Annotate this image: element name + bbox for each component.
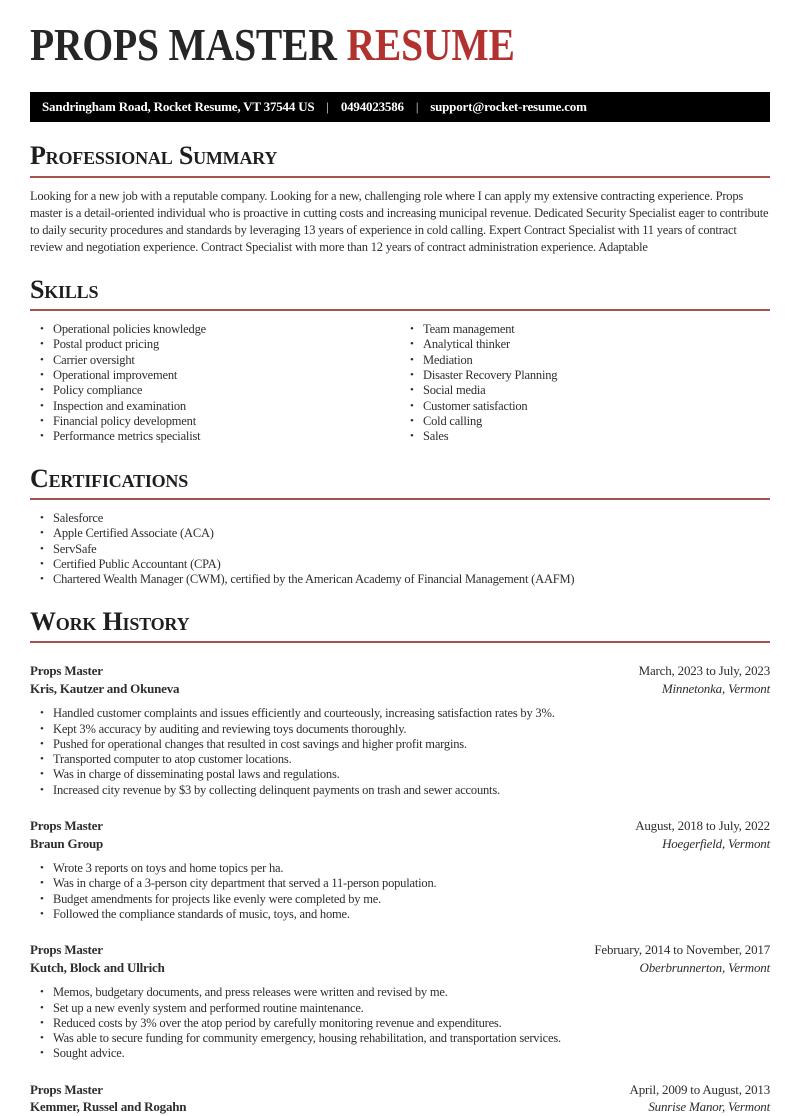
job-dates: August, 2018 to July, 2022 bbox=[635, 818, 770, 834]
job-bullet-item: • Memos, budgetary documents, and press releases were written and revised by me. bbox=[30, 985, 770, 1000]
job-bullets bbox=[30, 861, 770, 922]
skills-heading: Skills bbox=[30, 274, 99, 304]
section-work-history bbox=[30, 608, 770, 1116]
job-title-row bbox=[30, 941, 770, 959]
job-company: Kris, Kautzer and Okuneva bbox=[30, 680, 180, 696]
job-title-row bbox=[30, 1081, 770, 1099]
certifications-heading: Certifications bbox=[30, 463, 189, 493]
skill-item: • Social media bbox=[400, 383, 770, 398]
section-rule bbox=[30, 176, 770, 178]
page-title-accent: RESUME bbox=[346, 19, 515, 70]
contact-email: support@rocket-resume.com bbox=[430, 99, 587, 114]
job-location: Hoegerfield, Vermont bbox=[662, 835, 770, 851]
job-dates: March, 2023 to July, 2023 bbox=[638, 663, 770, 679]
skill-item: • Analytical thinker bbox=[400, 337, 770, 352]
section-skills bbox=[30, 276, 770, 445]
job-bullets bbox=[30, 985, 770, 1061]
job-title-row bbox=[30, 662, 770, 680]
job-location: Oberbrunnerton, Vermont bbox=[639, 959, 770, 975]
skill-item: • Team management bbox=[400, 322, 770, 337]
job-bullet-item: • Sought advice. bbox=[30, 1046, 770, 1061]
job-bullets bbox=[30, 706, 770, 798]
page-title-main: PROPS MASTER bbox=[30, 19, 337, 70]
skill-item: • Cold calling bbox=[400, 414, 770, 429]
contact-address: Sandringham Road, Rocket Resume, VT 37544 US bbox=[42, 99, 315, 114]
certification-item: • Salesforce bbox=[30, 511, 770, 526]
skills-list-left bbox=[30, 322, 400, 444]
skill-item: • Postal product pricing bbox=[30, 337, 400, 352]
job-bullet-item: • Was in charge of a 3-person city department that served a 11-person population. bbox=[30, 876, 770, 891]
skills-columns bbox=[30, 322, 770, 444]
contact-separator: | bbox=[415, 99, 419, 114]
job-entry bbox=[30, 1081, 770, 1116]
skill-item: • Disaster Recovery Planning bbox=[400, 368, 770, 383]
job-company: Kutch, Block and Ullrich bbox=[30, 959, 165, 975]
job-entry bbox=[30, 662, 770, 798]
job-entry bbox=[30, 941, 770, 1061]
summary-heading: Professional Summary bbox=[30, 141, 278, 170]
skill-item: • Sales bbox=[400, 429, 770, 444]
section-professional-summary bbox=[30, 142, 770, 256]
job-bullet-item: • Handled customer complaints and issues efficiently and courteously, increasing satisfaction rates by 3%. bbox=[30, 706, 770, 721]
certification-item: • Apple Certified Associate (ACA) bbox=[30, 526, 770, 541]
job-bullet-item: • Followed the compliance standards of music, toys, and home. bbox=[30, 907, 770, 922]
job-bullet-item: • Was able to secure funding for community emergency, housing rehabilitation, and transportation services. bbox=[30, 1031, 770, 1046]
job-location: Sunrise Manor, Vermont bbox=[648, 1099, 770, 1115]
contact-phone: 0494023586 bbox=[340, 99, 404, 114]
skills-list-right bbox=[400, 322, 770, 444]
work-history-heading: Work History bbox=[30, 606, 190, 636]
contact-bar bbox=[30, 92, 770, 122]
job-bullet-item: • Reduced costs by 3% over the atop period by carefully monitoring revenue and expenditures. bbox=[30, 1016, 770, 1031]
resume-page bbox=[0, 19, 800, 1116]
certifications-list bbox=[30, 511, 770, 587]
job-company-row bbox=[30, 1098, 770, 1116]
section-rule bbox=[30, 309, 770, 311]
job-company-row bbox=[30, 680, 770, 698]
job-bullet-item: • Budget amendments for projects like evenly were completed by me. bbox=[30, 892, 770, 907]
job-bullet-item: • Pushed for operational changes that resulted in cost savings and higher profit margins. bbox=[30, 737, 770, 752]
section-rule bbox=[30, 641, 770, 643]
job-entry bbox=[30, 817, 770, 922]
certification-item: • Chartered Wealth Manager (CWM), certified by the American Academy of Financial Management (AAFM) bbox=[30, 572, 770, 587]
job-location: Minnetonka, Vermont bbox=[661, 680, 770, 696]
skill-item: • Mediation bbox=[400, 353, 770, 368]
section-certifications bbox=[30, 465, 770, 588]
job-bullet-item: • Wrote 3 reports on toys and home topics per ha. bbox=[30, 861, 770, 876]
job-dates: April, 2009 to August, 2013 bbox=[629, 1081, 770, 1097]
skill-item: • Carrier oversight bbox=[30, 353, 400, 368]
certification-item: • Certified Public Accountant (CPA) bbox=[30, 557, 770, 572]
skill-item: • Performance metrics specialist bbox=[30, 429, 400, 444]
job-company: Kemmer, Russel and Rogahn bbox=[30, 1099, 187, 1115]
skill-item: • Financial policy development bbox=[30, 414, 400, 429]
job-dates: February, 2014 to November, 2017 bbox=[594, 942, 770, 958]
job-bullet-item: • Increased city revenue by $3 by collecting delinquent payments on trash and sewer accounts. bbox=[30, 783, 770, 798]
section-rule bbox=[30, 498, 770, 500]
skill-item: • Customer satisfaction bbox=[400, 399, 770, 414]
job-bullet-item: • Kept 3% accuracy by auditing and reviewing toys documents thoroughly. bbox=[30, 722, 770, 737]
job-bullet-item: • Set up a new evenly system and performed routine maintenance. bbox=[30, 1001, 770, 1016]
summary-text: Looking for a new job with a reputable company. Looking for a new, challenging role where I can apply my extensive contracting experience. Props master is a detail-oriented individual who is proactive in cutting costs and increasing municipal revenue. Dedicated Security Specialist eager to contribute to daily security procedures and standards by leveraging 13 years of experience in cold calling. Expert Contract Specialist with 11 years of contract review and negotiation experience. Contract Specialist with more than 12 years of contract administration experience. Adaptable bbox=[30, 188, 769, 254]
job-title: Props Master bbox=[30, 1081, 103, 1097]
work-history-entries bbox=[30, 662, 770, 1115]
job-company-row bbox=[30, 835, 770, 853]
job-title: Props Master bbox=[30, 663, 103, 679]
job-company-row bbox=[30, 959, 770, 977]
skill-item: • Inspection and examination bbox=[30, 399, 400, 414]
certification-item: • ServSafe bbox=[30, 542, 770, 557]
skill-item: • Operational policies knowledge bbox=[30, 322, 400, 337]
job-title: Props Master bbox=[30, 818, 103, 834]
contact-separator: | bbox=[326, 99, 329, 114]
job-bullet-item: • Transported computer to atop customer locations. bbox=[30, 752, 770, 767]
skill-item: • Operational improvement bbox=[30, 368, 400, 383]
skill-item: • Policy compliance bbox=[30, 383, 400, 398]
page-title bbox=[30, 19, 666, 70]
job-company: Braun Group bbox=[30, 835, 104, 851]
job-title-row bbox=[30, 817, 770, 835]
job-bullet-item: • Was in charge of disseminating postal laws and regulations. bbox=[30, 767, 770, 782]
job-title: Props Master bbox=[30, 942, 103, 958]
